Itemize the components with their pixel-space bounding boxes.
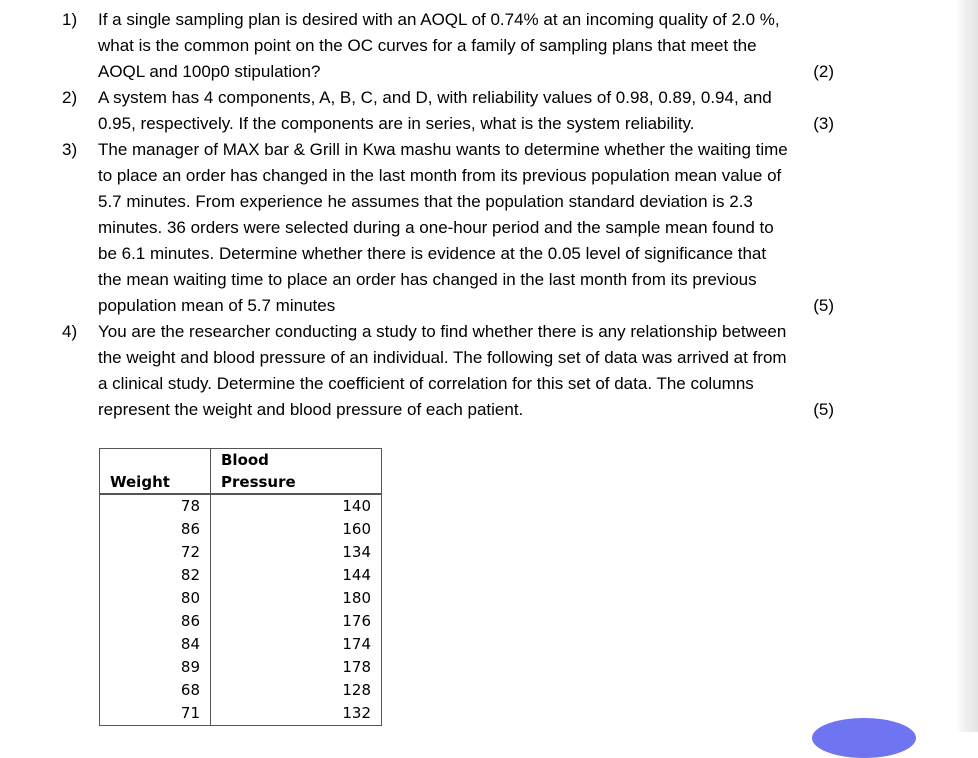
question-line: You are the researcher conducting a study to find whether there is any relationship between xyxy=(98,322,787,341)
question-marks: (5) xyxy=(813,296,834,315)
question-marks: (3) xyxy=(813,114,834,133)
blood-pressure-cell: 144 xyxy=(211,564,382,587)
blood-pressure-cell: 140 xyxy=(211,494,382,518)
question-3 xyxy=(62,137,842,319)
question-line: be 6.1 minutes. Determine whether there is evidence at the 0.05 level of significance that xyxy=(98,244,767,263)
blood-pressure-cell: 160 xyxy=(211,518,382,541)
question-line: the weight and blood pressure of an individual. The following set of data was arrived at from xyxy=(98,348,787,367)
table-header-cell: Blood xyxy=(211,449,382,472)
weight-cell: 68 xyxy=(100,679,211,702)
table-row xyxy=(100,541,382,564)
page-edge-shadow xyxy=(956,0,978,732)
question-line: to place an order has changed in the last month from its previous population mean value of xyxy=(98,166,782,185)
table-row xyxy=(100,494,382,518)
question-line: A system has 4 components, A, B, C, and D, with reliability values of 0.98, 0.89, 0.94, and xyxy=(98,88,772,107)
question-line: a clinical study. Determine the coefficient of correlation for this set of data. The columns xyxy=(98,374,754,393)
weight-cell: 71 xyxy=(100,702,211,726)
question-2 xyxy=(62,85,842,137)
question-line: what is the common point on the OC curves for a family of sampling plans that meet the xyxy=(98,36,757,55)
blood-pressure-header: Pressure xyxy=(211,471,382,494)
question-number: 3) xyxy=(62,140,78,159)
question-number: 4) xyxy=(62,322,78,341)
question-line xyxy=(62,59,842,85)
blood-pressure-cell: 174 xyxy=(211,633,382,656)
table-row xyxy=(100,610,382,633)
table-header-row xyxy=(100,449,382,472)
weight-header: Weight xyxy=(100,471,211,494)
question-line: 5.7 minutes. From experience he assumes that the population standard deviation is 2.3 xyxy=(98,192,753,211)
table-header-cell xyxy=(100,449,211,472)
question-line xyxy=(62,111,842,137)
question-marks: (5) xyxy=(813,400,834,419)
weight-cell: 84 xyxy=(100,633,211,656)
weight-cell: 82 xyxy=(100,564,211,587)
table-row xyxy=(100,587,382,610)
blood-pressure-cell: 180 xyxy=(211,587,382,610)
question-number: 1) xyxy=(62,10,78,29)
question-text: AOQL and 100p0 stipulation? xyxy=(98,62,321,81)
question-marks: (2) xyxy=(813,62,834,81)
question-1 xyxy=(62,7,842,85)
blood-pressure-cell: 134 xyxy=(211,541,382,564)
question-4 xyxy=(62,319,842,423)
blood-pressure-cell: 132 xyxy=(211,702,382,726)
question-text: population mean of 5.7 minutes xyxy=(98,296,336,315)
question-number: 2) xyxy=(62,88,78,107)
weight-cell: 78 xyxy=(100,494,211,518)
weight-cell: 86 xyxy=(100,610,211,633)
question-text: represent the weight and blood pressure of each patient. xyxy=(98,400,524,419)
floating-action-button[interactable] xyxy=(812,718,916,758)
question-line: The manager of MAX bar & Grill in Kwa mashu wants to determine whether the waiting time xyxy=(98,140,788,159)
weight-blood-pressure-table xyxy=(99,448,382,726)
table-row xyxy=(100,633,382,656)
blood-pressure-cell: 176 xyxy=(211,610,382,633)
blood-pressure-cell: 128 xyxy=(211,679,382,702)
table-row xyxy=(100,564,382,587)
question-line xyxy=(62,397,842,423)
weight-cell: 72 xyxy=(100,541,211,564)
question-line xyxy=(62,293,842,319)
table-row xyxy=(100,656,382,679)
question-line: minutes. 36 orders were selected during a one-hour period and the sample mean found to xyxy=(98,218,774,237)
question-text: 0.95, respectively. If the components are in series, what is the system reliability. xyxy=(98,114,695,133)
weight-cell: 86 xyxy=(100,518,211,541)
table-row xyxy=(100,679,382,702)
table-row xyxy=(100,518,382,541)
question-line: the mean waiting time to place an order has changed in the last month from its previous xyxy=(98,270,757,289)
weight-cell: 89 xyxy=(100,656,211,679)
blood-pressure-cell: 178 xyxy=(211,656,382,679)
question-line: If a single sampling plan is desired with an AOQL of 0.74% at an incoming quality of 2.0 %, xyxy=(98,10,780,29)
table-row xyxy=(100,702,382,726)
table-header-row xyxy=(100,471,382,494)
weight-cell: 80 xyxy=(100,587,211,610)
